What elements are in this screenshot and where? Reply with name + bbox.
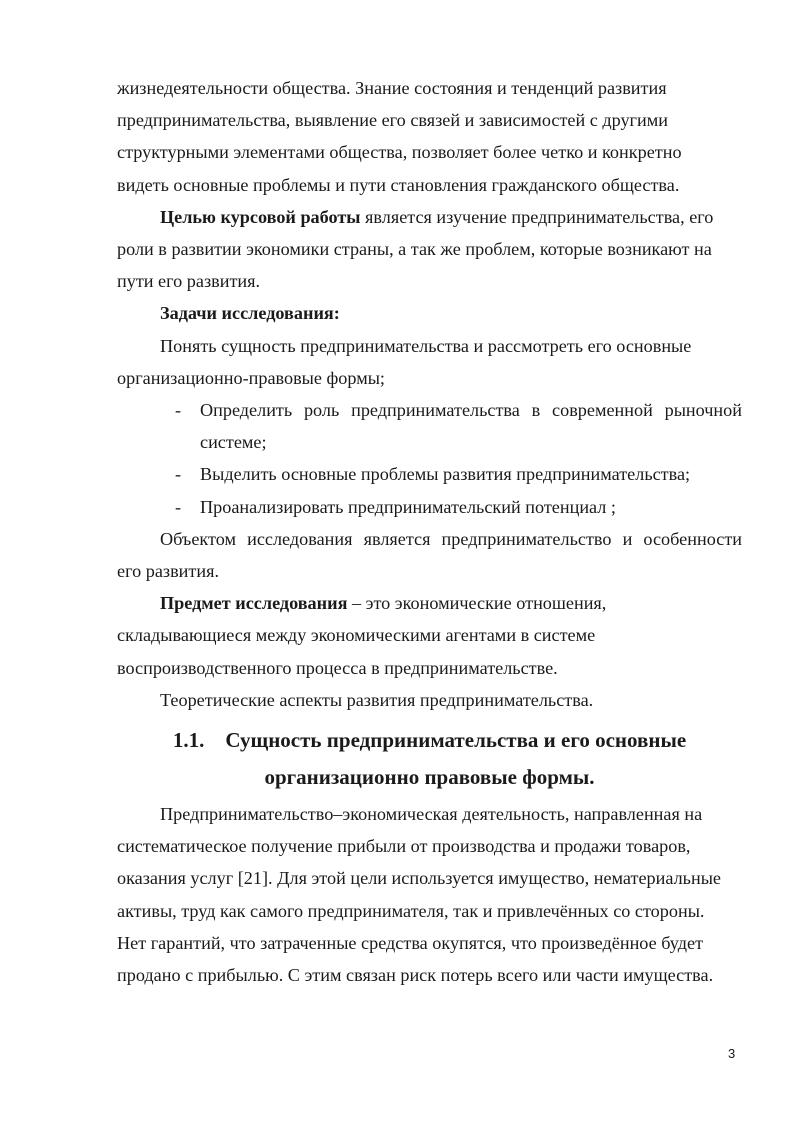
list-item xyxy=(117,394,742,426)
paragraph-line: структурными элементами общества, позволяет более четко и конкретно xyxy=(117,142,682,163)
paragraph-line: видеть основные проблемы и пути становления гражданского общества. xyxy=(117,174,680,195)
goal-text: является изучение предпринимательства, его xyxy=(360,206,714,227)
list-item-text: Проанализировать предпринимательский потенциал ; xyxy=(200,496,616,517)
section-heading-line2: организационно правовые формы. xyxy=(264,765,595,790)
section-heading xyxy=(117,722,742,759)
goal-line: пути его развития. xyxy=(117,271,261,292)
goal-line xyxy=(117,201,742,233)
subject-text: – это экономические отношения, xyxy=(347,593,607,614)
object-line: его развития. xyxy=(117,561,219,582)
section-number: 1.1. xyxy=(172,728,205,753)
list-item xyxy=(117,458,742,490)
list-dash: - xyxy=(175,496,182,517)
subject-line: воспроизводственного процесса в предпринимательстве. xyxy=(117,657,558,678)
paragraph-line: жизнедеятельности общества. Знание состояния и тенденций развития xyxy=(117,78,667,98)
paragraph-line: активы, труд как самого предпринимателя, так и привлечённых со стороны. xyxy=(117,900,705,921)
goal-label: Целью курсовой работы xyxy=(160,206,361,227)
page-number: 3 xyxy=(728,1046,736,1061)
tasks-heading xyxy=(117,297,742,329)
list-dash: - xyxy=(175,400,182,421)
list-dash: - xyxy=(175,464,182,485)
page-content xyxy=(117,72,742,991)
section-title: Сущность предпринимательства и его основные xyxy=(225,728,687,753)
tasks-heading-text: Задачи исследования: xyxy=(160,303,340,324)
subject-label: Предмет исследования xyxy=(160,593,348,614)
tasks-intro-line: организационно-правовые формы; xyxy=(117,367,385,388)
goal-line: роли в развитии экономики страны, а так же проблем, которые возникают на xyxy=(117,239,712,260)
paragraph-line: Предпринимательство–экономическая деятельность, направленная на xyxy=(160,804,703,825)
subject-line: складывающиеся между экономическими агентами в системе xyxy=(117,625,596,646)
paragraph-line: предпринимательства, выявление его связей и зависимостей с другими xyxy=(117,110,668,131)
theory-line: Теоретические аспекты развития предпринимательства. xyxy=(160,689,594,710)
list-item-text: Выделить основные проблемы развития предпринимательства; xyxy=(200,464,691,485)
paragraph-line: продано с прибылью. С этим связан риск потерь всего или части имущества. xyxy=(117,965,714,986)
tasks-intro-line: Понять сущность предпринимательства и рассмотреть его основные xyxy=(160,335,692,356)
object-line: Объектом исследования является предпринимательство и особенности xyxy=(160,528,742,549)
subject-line xyxy=(117,587,742,619)
list-item-text: Определить роль предпринимательства в современной рыночной xyxy=(200,400,742,421)
paragraph-line: систематическое получение прибыли от производства и продажи товаров, xyxy=(117,836,691,857)
list-item-continuation: системе; xyxy=(200,432,267,453)
paragraph-line: оказания услуг [21]. Для этой цели используется имущество, нематериальные xyxy=(117,868,721,889)
list-item xyxy=(117,491,742,523)
paragraph-line: Нет гарантий, что затраченные средства окупятся, что произведённое будет xyxy=(117,932,704,953)
